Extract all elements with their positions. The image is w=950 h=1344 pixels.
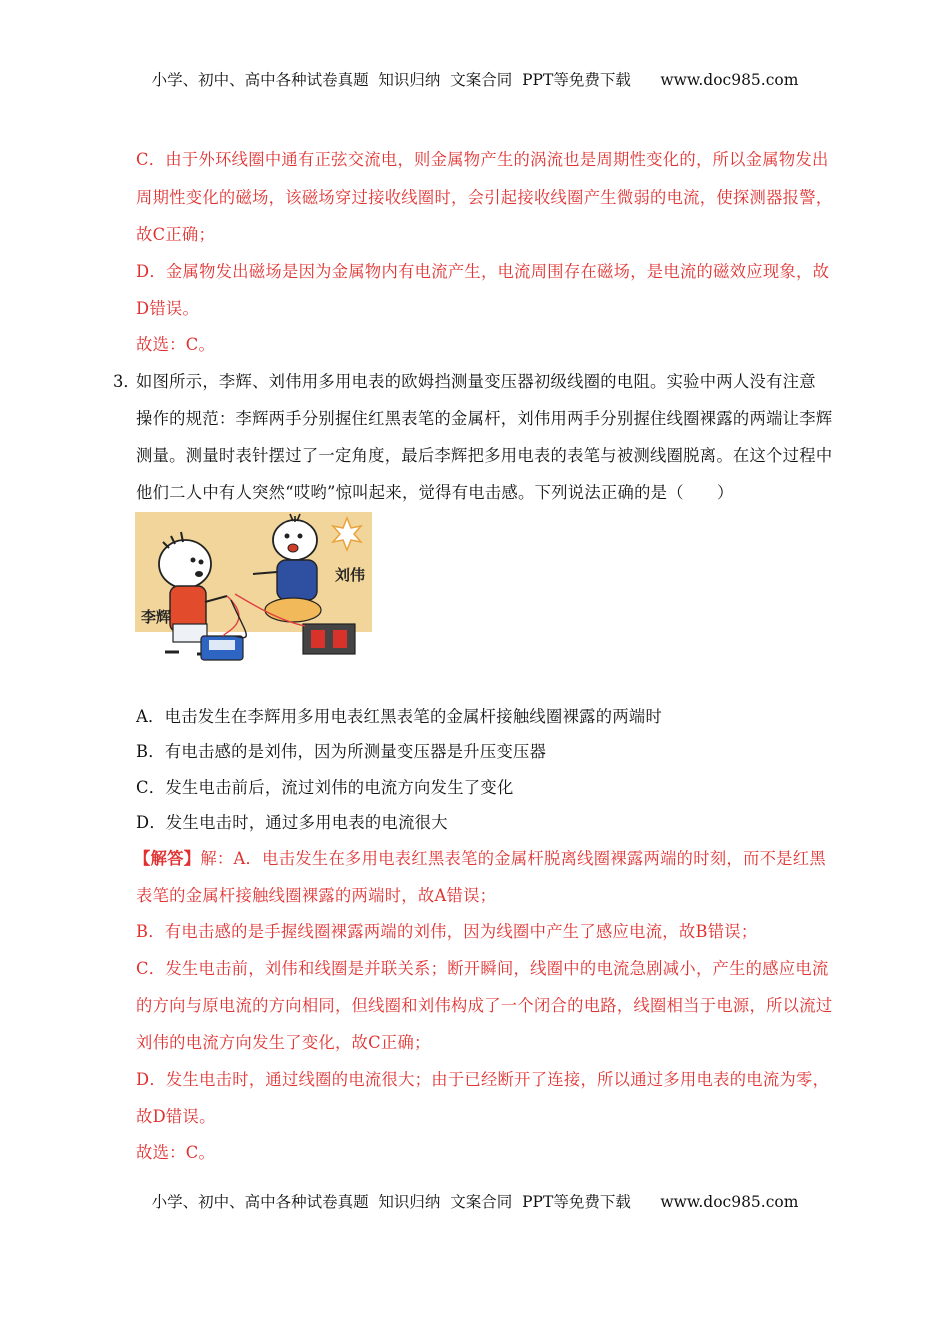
label-liu-wei: 刘伟 — [335, 567, 366, 584]
question-line4: 他们二人中有人突然“哎哟”惊叫起来，觉得有电击感。下列说法正确的是（ ） — [136, 483, 734, 502]
prev-solution-d-line2: D错误。 — [136, 299, 200, 318]
prev-solution-choice: 故选：C。 — [136, 335, 216, 354]
solution-c-line2: 的方向与原电流的方向相同，但线圈和刘伟构成了一个闭合的电路，线圈相当于电源，所以流过 — [136, 996, 833, 1015]
transformer-icon — [303, 624, 355, 654]
prev-solution-c-line2: 周期性变化的磁场，该磁场穿过接收线圈时，会引起接收线圈产生微弱的电流，使探测器报警， — [136, 188, 833, 207]
solution-choice: 故选：C。 — [136, 1143, 216, 1162]
solution-d-line1: D．发生电击时，通过线圈的电流很大；由于已经断开了连接，所以通过多用电表的电流为零， — [136, 1070, 830, 1089]
page-footer: 小学、初中、高中各种试卷真题 知识归纳 文案合同 PPT等免费下载 www.doc985.com — [151, 1193, 799, 1211]
option-b: B．有电击感的是刘伟，因为所测量变压器是升压变压器 — [136, 742, 547, 761]
prev-solution-c-line1: C．由于外环线圈中通有正弦交流电，则金属物产生的涡流也是周期性变化的，所以金属物发出 — [136, 150, 829, 169]
option-d: D．发生电击时，通过多用电表的电流很大 — [136, 813, 448, 832]
solution-d-line2: 故D错误。 — [136, 1107, 216, 1126]
question-line3: 测量。测量时表针摆过了一定角度，最后李辉把多用电表的表笔与被测线圈脱离。在这个过程中 — [136, 446, 833, 465]
question-number: 3． — [113, 372, 140, 391]
solution-b-line: B．有电击感的是手握线圈裸露两端的刘伟，因为线圈中产生了感应电流，故B错误； — [136, 922, 758, 941]
option-c: C．发生电击前后，流过刘伟的电流方向发生了变化 — [136, 778, 514, 797]
option-a: A．电击发生在李辉用多用电表红黑表笔的金属杆接触线圈裸露的两端时 — [136, 707, 663, 726]
label-li-hui: 李辉 — [141, 609, 172, 626]
solution-c-line1: C．发生电击前，刘伟和线圈是并联关系；断开瞬间，线圈中的电流急剧减小，产生的感应电流 — [136, 959, 829, 978]
solution-a-line1 — [134, 845, 826, 869]
solution-a-line2: 表笔的金属杆接触线圈裸露的两端时，故A错误； — [136, 886, 497, 905]
page-header: 小学、初中、高中各种试卷真题 知识归纳 文案合同 PPT等免费下载 www.doc985.com — [151, 71, 799, 89]
question-line2: 操作的规范：李辉两手分别握住红黑表笔的金属杆，刘伟用两手分别握住线圈裸露的两端让李辉 — [136, 409, 833, 428]
solution-c-line3: 刘伟的电流方向发生了变化，故C正确； — [136, 1033, 431, 1052]
prev-solution-d-line1: D．金属物发出磁场是因为金属物内有电流产生，电流周围存在磁场，是电流的磁效应现象，故 — [136, 262, 830, 281]
solution-tag: 【解答】 — [134, 849, 201, 868]
prev-solution-c-line3: 故C正确； — [136, 225, 216, 244]
question-illustration — [135, 512, 372, 668]
solution-a-text: 解：A．电击发生在多用电表红黑表笔的金属杆脱离线圈裸露两端的时刻，而不是红黑 — [200, 849, 826, 868]
question-line1: 如图所示，李辉、刘伟用多用电表的欧姆挡测量变压器初级线圈的电阻。实验中两人没有注意 — [136, 372, 816, 391]
multimeter-icon — [201, 636, 243, 660]
